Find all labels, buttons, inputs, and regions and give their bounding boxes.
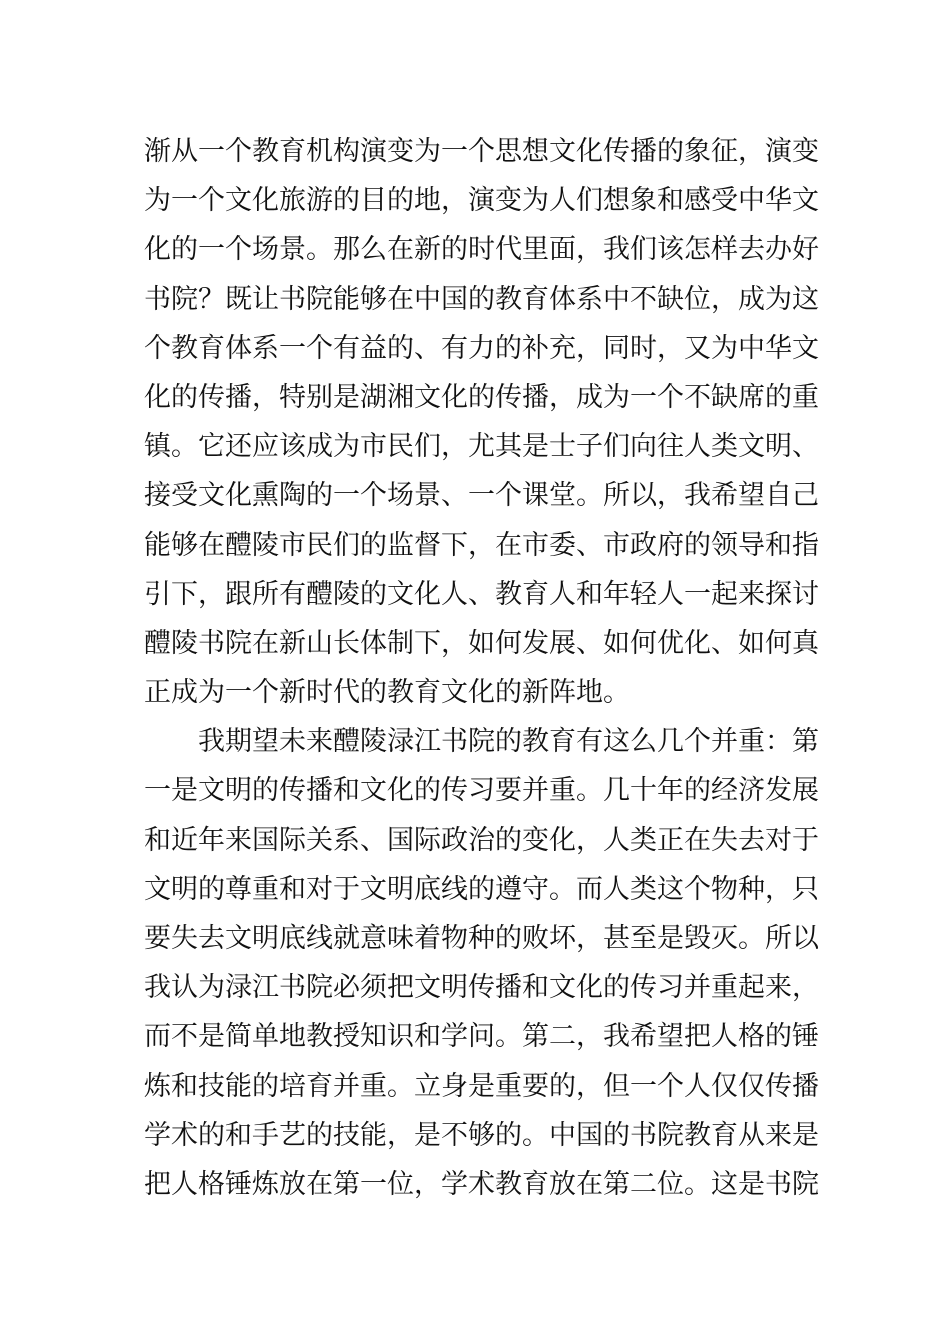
text-line-13: 我期望未来醴陵渌江书院的教育有这么几个并重：第 (198, 726, 819, 758)
text-line-11: 醴陵书院在新山长体制下，如何发展、如何优化、如何真 (144, 627, 819, 659)
text-line-22: 把人格锤炼放在第一位，学术教育放在第二位。这是书院 (144, 1168, 819, 1200)
text-line-19: 而不是简单地教授知识和学问。第二，我希望把人格的锤 (144, 1021, 819, 1053)
text-line-3: 化的一个场景。那么在新的时代里面，我们该怎样去办好 (144, 234, 819, 266)
text-line-14: 一是文明的传播和文化的传习要并重。几十年的经济发展 (144, 775, 819, 807)
text-line-1: 渐从一个教育机构演变为一个思想文化传播的象征，演变 (144, 136, 819, 167)
text-line-2: 为一个文化旅游的目的地，演变为人们想象和感受中华文 (144, 185, 819, 217)
text-line-5: 个教育体系一个有益的、有力的补充，同时，又为中华文 (144, 332, 819, 364)
text-line-17: 要失去文明底线就意味着物种的败坏，甚至是毁灭。所以 (144, 923, 819, 954)
text-line-10: 引下，跟所有醴陵的文化人、教育人和年轻人一起来探讨 (144, 578, 819, 610)
text-line-12: 正成为一个新时代的教育文化的新阵地。 (144, 677, 630, 709)
text-line-8: 接受文化熏陶的一个场景、一个课堂。所以，我希望自己 (144, 480, 819, 512)
text-line-21: 学术的和手艺的技能，是不够的。中国的书院教育从来是 (144, 1119, 819, 1151)
body-text (144, 127, 819, 1209)
text-line-4: 书院？既让书院能够在中国的教育体系中不缺位，成为这 (144, 283, 819, 315)
text-line-16: 文明的尊重和对于文明底线的遵守。而人类这个物种，只 (144, 873, 819, 905)
text-line-15: 和近年来国际关系、国际政治的变化，人类正在失去对于 (144, 824, 819, 856)
text-line-9: 能够在醴陵市民们的监督下，在市委、市政府的领导和指 (144, 529, 819, 561)
text-line-20: 炼和技能的培育并重。立身是重要的，但一个人仅仅传播 (144, 1070, 819, 1102)
text-line-6: 化的传播，特别是湖湘文化的传播，成为一个不缺席的重 (144, 381, 819, 413)
text-line-18: 我认为渌江书院必须把文明传播和文化的传习并重起来， (144, 972, 819, 1004)
text-line-7: 镇。它还应该成为市民们，尤其是士子们向往人类文明、 (144, 431, 819, 463)
